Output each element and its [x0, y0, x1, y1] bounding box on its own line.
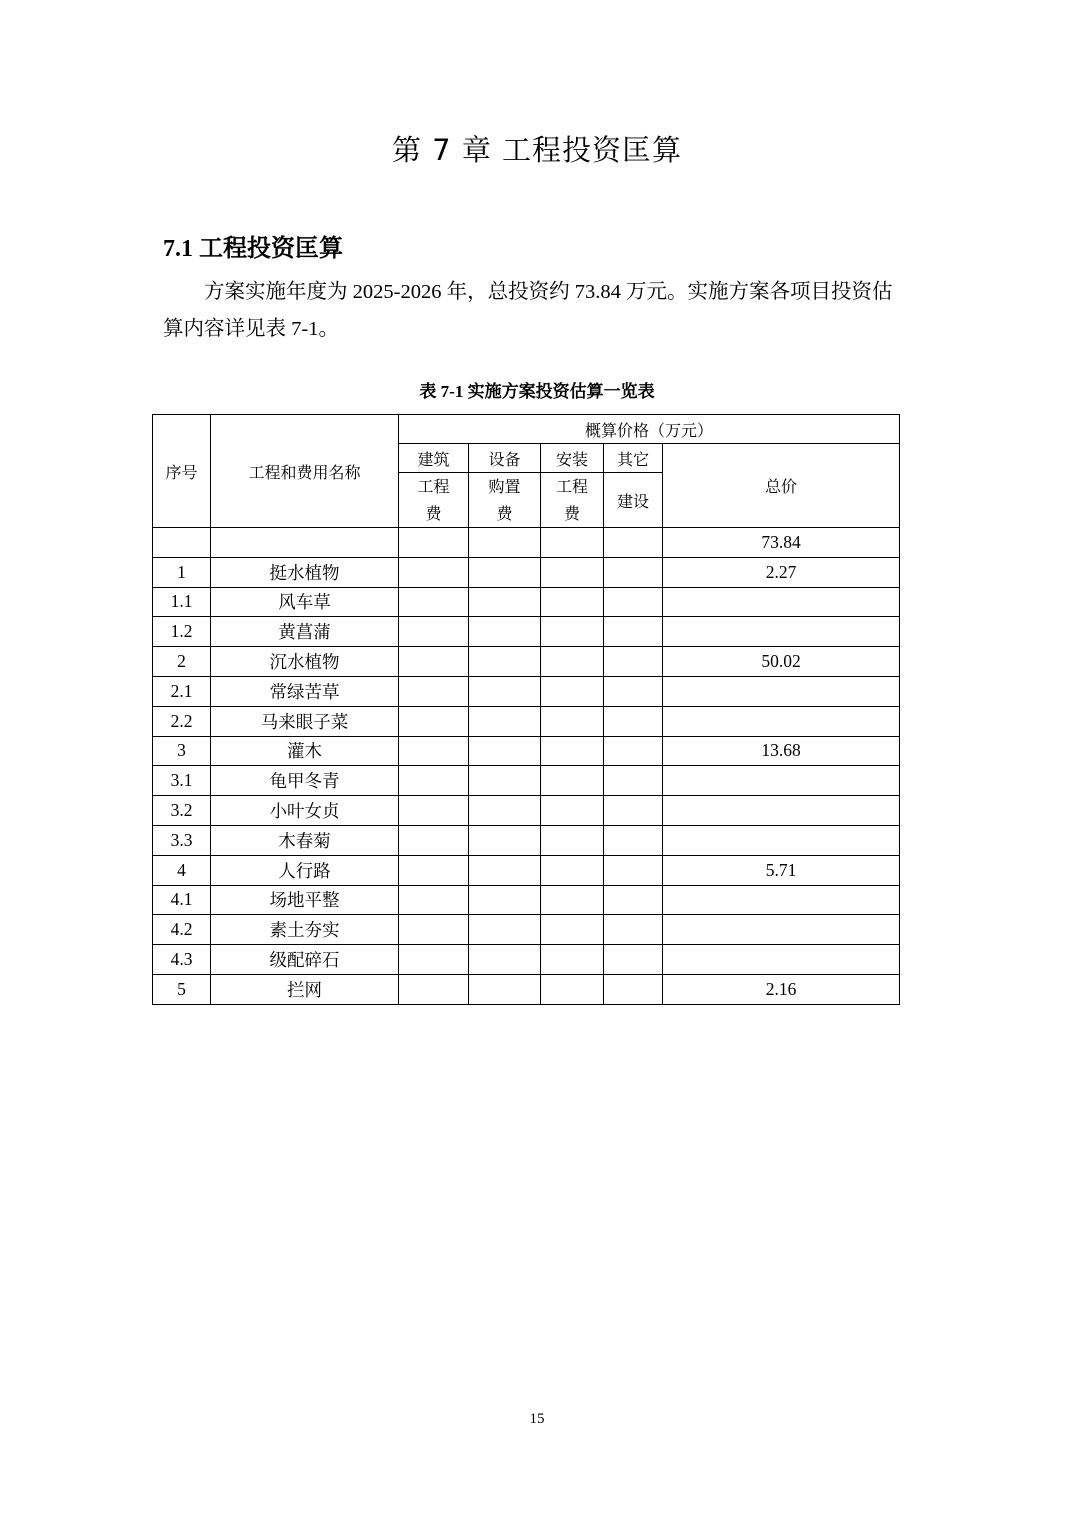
cell-seq: 4: [153, 855, 211, 885]
cell-other: [604, 855, 663, 885]
cell-install: [541, 766, 604, 796]
cell-seq: 2.2: [153, 706, 211, 736]
cell-building: [399, 557, 469, 587]
cell-building: [399, 706, 469, 736]
table-row: [153, 855, 900, 885]
cell-name: 沉水植物: [211, 647, 399, 677]
header-building-2a: 工程: [417, 477, 450, 496]
cell-name: [211, 528, 399, 558]
table-row: [153, 736, 900, 766]
header-other-1: 其它: [604, 444, 663, 473]
cell-other: [604, 915, 663, 945]
cell-total: 2.16: [663, 974, 900, 1004]
table-row: [153, 825, 900, 855]
header-equipment-2: [469, 473, 541, 528]
cell-seq: 5: [153, 974, 211, 1004]
cell-other: [604, 617, 663, 647]
cell-total: 5.71: [663, 855, 900, 885]
header-building-2b: 费: [425, 504, 442, 523]
table-row: [153, 617, 900, 647]
table-row: [153, 766, 900, 796]
cell-total: 73.84: [663, 528, 900, 558]
header-install-1: 安装: [541, 444, 604, 473]
cell-equipment: [469, 528, 541, 558]
cell-building: [399, 945, 469, 975]
cell-seq: 2: [153, 647, 211, 677]
table-row: [153, 706, 900, 736]
page-number: 15: [529, 1411, 545, 1427]
cell-equipment: [469, 766, 541, 796]
cell-equipment: [469, 974, 541, 1004]
cell-seq: [153, 528, 211, 558]
table-row: [153, 974, 900, 1004]
cell-total: [663, 825, 900, 855]
cell-other: [604, 974, 663, 1004]
header-install-2b: 费: [563, 504, 580, 523]
cell-name: 马来眼子菜: [211, 706, 399, 736]
cell-building: [399, 766, 469, 796]
cell-other: [604, 766, 663, 796]
cell-name: 素土夯实: [211, 915, 399, 945]
header-equipment-2a: 购置: [488, 477, 521, 496]
cell-equipment: [469, 825, 541, 855]
cell-total: [663, 766, 900, 796]
cell-install: [541, 647, 604, 677]
cell-install: [541, 676, 604, 706]
table-row: [153, 587, 900, 617]
body-paragraph: 方案实施年度为 2025-2026 年，总投资约 73.84 万元。实施方案各项目投资估算内容详见表 7-1。: [163, 281, 893, 340]
cell-install: [541, 528, 604, 558]
table-row: [153, 528, 900, 558]
cell-total: [663, 587, 900, 617]
cell-equipment: [469, 855, 541, 885]
cell-install: [541, 855, 604, 885]
header-equipment-2b: 费: [496, 504, 513, 523]
cell-building: [399, 855, 469, 885]
header-total: 总价: [663, 444, 900, 528]
cell-other: [604, 736, 663, 766]
cell-equipment: [469, 885, 541, 915]
header-install-2: [541, 473, 604, 528]
cell-total: [663, 617, 900, 647]
cell-building: [399, 974, 469, 1004]
cell-install: [541, 974, 604, 1004]
cell-other: [604, 676, 663, 706]
cell-building: [399, 736, 469, 766]
cell-name: 风车草: [211, 587, 399, 617]
cell-total: [663, 915, 900, 945]
cell-other: [604, 706, 663, 736]
table-row: [153, 676, 900, 706]
table-row: [153, 885, 900, 915]
header-building-2: [399, 473, 469, 528]
cell-install: [541, 557, 604, 587]
header-price-group: 概算价格（万元）: [399, 415, 900, 444]
cell-name: 挺水植物: [211, 557, 399, 587]
cell-install: [541, 945, 604, 975]
cell-name: 灌木: [211, 736, 399, 766]
cell-install: [541, 617, 604, 647]
cell-name: 常绿苦草: [211, 676, 399, 706]
cell-name: 人行路: [211, 855, 399, 885]
cell-other: [604, 885, 663, 915]
investment-estimate-table: [152, 414, 900, 1005]
cell-install: [541, 706, 604, 736]
cell-seq: 1.2: [153, 617, 211, 647]
cell-other: [604, 796, 663, 826]
cell-equipment: [469, 945, 541, 975]
chapter-title: 第 7 章 工程投资匡算: [391, 133, 683, 167]
cell-total: [663, 676, 900, 706]
table-row: [153, 557, 900, 587]
header-equipment-1: 设备: [469, 444, 541, 473]
cell-building: [399, 587, 469, 617]
cell-equipment: [469, 915, 541, 945]
table-row: [153, 945, 900, 975]
header-name: 工程和费用名称: [211, 415, 399, 528]
cell-seq: 4.3: [153, 945, 211, 975]
section-title: 7.1 工程投资匡算: [163, 236, 343, 262]
cell-building: [399, 825, 469, 855]
cell-other: [604, 825, 663, 855]
cell-seq: 1: [153, 557, 211, 587]
header-other-2: 建设: [604, 473, 663, 528]
cell-name: 场地平整: [211, 885, 399, 915]
header-install-2a: 工程: [555, 477, 588, 496]
table-row: [153, 647, 900, 677]
cell-total: 2.27: [663, 557, 900, 587]
table-row: [153, 915, 900, 945]
cell-building: [399, 915, 469, 945]
cell-name: 拦网: [211, 974, 399, 1004]
cell-other: [604, 528, 663, 558]
cell-name: 级配碎石: [211, 945, 399, 975]
cell-other: [604, 647, 663, 677]
cell-seq: 3.2: [153, 796, 211, 826]
cell-other: [604, 587, 663, 617]
cell-total: [663, 706, 900, 736]
cell-seq: 3.1: [153, 766, 211, 796]
cell-seq: 4.1: [153, 885, 211, 915]
cell-equipment: [469, 676, 541, 706]
header-building-1: 建筑: [399, 444, 469, 473]
cell-name: 黄菖蒲: [211, 617, 399, 647]
table-caption: 表 7-1 实施方案投资估算一览表: [419, 382, 655, 401]
cell-seq: 4.2: [153, 915, 211, 945]
cell-seq: 1.1: [153, 587, 211, 617]
cell-other: [604, 945, 663, 975]
cell-building: [399, 617, 469, 647]
cell-total: [663, 885, 900, 915]
cell-equipment: [469, 587, 541, 617]
cell-install: [541, 915, 604, 945]
cell-install: [541, 587, 604, 617]
cell-total: 13.68: [663, 736, 900, 766]
cell-equipment: [469, 796, 541, 826]
cell-install: [541, 736, 604, 766]
cell-equipment: [469, 647, 541, 677]
cell-equipment: [469, 557, 541, 587]
cell-install: [541, 825, 604, 855]
cell-equipment: [469, 706, 541, 736]
cell-total: 50.02: [663, 647, 900, 677]
cell-total: [663, 945, 900, 975]
header-seq: 序号: [153, 415, 211, 528]
cell-building: [399, 676, 469, 706]
table-row: [153, 796, 900, 826]
cell-building: [399, 647, 469, 677]
cell-name: 龟甲冬青: [211, 766, 399, 796]
cell-equipment: [469, 617, 541, 647]
cell-total: [663, 796, 900, 826]
cell-building: [399, 796, 469, 826]
cell-name: 木春菊: [211, 825, 399, 855]
cell-seq: 3.3: [153, 825, 211, 855]
cell-seq: 2.1: [153, 676, 211, 706]
cell-building: [399, 528, 469, 558]
cell-name: 小叶女贞: [211, 796, 399, 826]
cell-seq: 3: [153, 736, 211, 766]
cell-install: [541, 796, 604, 826]
cell-building: [399, 885, 469, 915]
cell-equipment: [469, 736, 541, 766]
cell-install: [541, 885, 604, 915]
cell-other: [604, 557, 663, 587]
